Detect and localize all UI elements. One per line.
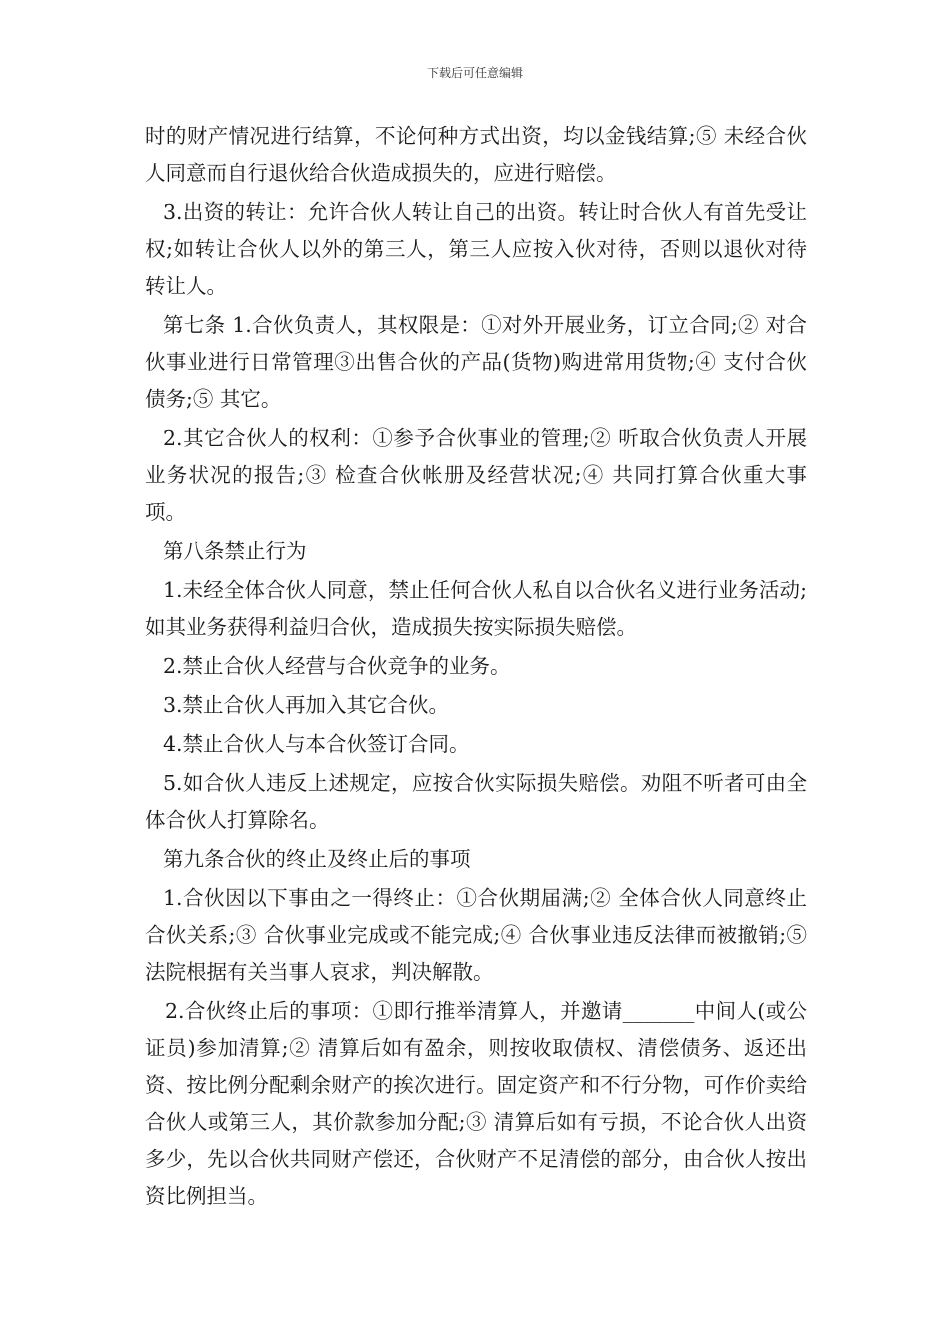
paragraph-article-7-manager: 第七条 1.合伙负责人，其权限是：①对外开展业务，订立合同;② 对合伙事业进行日常管理③出售合伙的产品(货物)购进常用货物;④ 支付合伙债务;⑤ 其它。 xyxy=(145,313,807,411)
heading-article-8: 第八条禁止行为 xyxy=(163,539,307,563)
paragraph-capital-transfer: 3.出资的转让：允许合伙人转让自己的出资。转让时合伙人有首先受让权;如转让合伙人以外的第三人，第三人应按入伙对待，否则以退伙对待转让人。 xyxy=(145,200,807,298)
paragraph-partner-rights: 2.其它合伙人的权利：①参予合伙事业的管理;② 听取合伙负责人开展业务状况的报告;③ 检查合伙帐册及经营状况;④ 共同打算合伙重大事项。 xyxy=(145,426,807,524)
paragraph-prohibition-1: 1.未经全体合伙人同意，禁止任何合伙人私自以合伙名义进行业务活动;如其业务获得利益归合伙，造成损失按实际损失赔偿。 xyxy=(145,578,807,639)
paragraph-prohibition-4: 4.禁止合伙人与本合伙签订合同。 xyxy=(163,732,470,756)
paragraph-prohibition-5: 5.如合伙人违反上述规定，应按合伙实际损失赔偿。劝阻不听者可由全体合伙人打算除名。 xyxy=(145,771,807,832)
page-header: 下载后可任意编辑 xyxy=(426,66,523,80)
document-body xyxy=(145,118,814,1217)
paragraph-prohibition-2: 2.禁止合伙人经营与合伙竞争的业务。 xyxy=(163,654,511,678)
paragraph-termination-causes: 1.合伙因以下事由之一得终止：①合伙期届满;② 全体合伙人同意终止合伙关系;③ 合伙事业完成或不能完成;④ 合伙事业违反法律而被撤销;⑤ 法院根据有关当事人哀求，判决解散。 xyxy=(145,886,814,984)
paragraph-settlement-continued: 时的财产情况进行结算，不论何种方式出资，均以金钱结算;⑤ 未经合伙人同意而自行退伙给合伙造成损失的，应进行赔偿。 xyxy=(145,124,807,185)
heading-article-9: 第九条合伙的终止及终止后的事项 xyxy=(163,847,471,871)
paragraph-post-termination: 2.合伙终止后的事项：①即行推举清算人，并邀请_______中间人(或公证员)参加清算;② 清算后如有盈余，则按收取债权、清偿债务、返还出资、按比例分配剩余财产的挨次进行。固定资产和不行分物，可作价卖给合伙人或第三人，其价款参加分配;③ 清算后如有亏损，不论合伙人出资多少，先以合伙共同财产偿还，合伙财产不足清偿的部分，由合伙人按出资比例担当。 xyxy=(145,999,807,1208)
paragraph-prohibition-3: 3.禁止合伙人再加入其它合伙。 xyxy=(163,693,450,717)
